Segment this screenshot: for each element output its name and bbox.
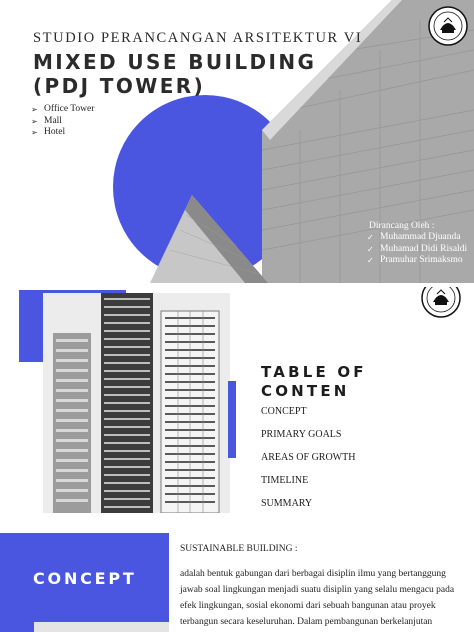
table-of-contents-slide <box>0 287 474 519</box>
check-bullet-icon: ✓ <box>367 255 374 265</box>
toc-item-concept[interactable]: CONCEPT <box>261 406 307 417</box>
list-item-label: Office Tower <box>44 104 95 114</box>
toc-item-timeline[interactable]: TIMELINE <box>261 475 309 486</box>
list-item <box>31 127 94 139</box>
check-bullet-icon: ✓ <box>367 233 374 243</box>
cover-slide <box>0 0 474 283</box>
presentation-title <box>33 50 316 98</box>
list-item <box>367 255 467 266</box>
toc-item-primary-goals[interactable]: PRIMARY GOALS <box>261 429 342 440</box>
toc-heading-line-2: CONTEN <box>261 382 350 400</box>
skyscraper-photo <box>43 293 230 513</box>
toc-item-summary[interactable]: SUMMARY <box>261 498 313 509</box>
body-line: terbangun secara keseluruhan. Dalam pembangunan berkelanjutan <box>180 617 433 627</box>
list-item-label: Mall <box>44 115 62 126</box>
credits-block <box>367 221 467 266</box>
arrowhead-bullet-icon: ➢ <box>31 105 38 114</box>
arrowhead-bullet-icon: ➢ <box>31 116 38 126</box>
title-line-1: MIXED USE BUILDING <box>33 50 317 74</box>
body-line: jawab soal lingkungan menjadi suatu disiplin yang selalu mengacu pada <box>180 585 455 595</box>
toc-heading <box>261 363 367 401</box>
concept-subtitle: SUSTAINABLE BUILDING : <box>180 544 298 554</box>
list-item-label: Muhammad Djuanda <box>380 232 461 243</box>
list-item <box>31 104 94 116</box>
toc-list <box>261 405 355 519</box>
toc-heading-line-1: TABLE OF <box>261 363 367 381</box>
arrowhead-bullet-icon: ➢ <box>31 128 38 137</box>
body-line: efek lingkungan, sosial ekonomi dari sebuah bangunan atau proyek <box>180 601 436 611</box>
toc-item-areas-of-growth[interactable]: AREAS OF GROWTH <box>261 452 356 463</box>
university-seal-logo <box>421 287 461 318</box>
program-list <box>31 104 94 139</box>
title-line-2: (PDJ TOWER) <box>33 74 206 98</box>
list-item <box>31 116 94 128</box>
list-item <box>367 244 467 255</box>
studio-label: STUDIO PERANCANGAN ARSITEKTUR VI <box>33 30 363 46</box>
university-seal-logo <box>428 6 468 46</box>
image-strip <box>34 622 169 632</box>
check-bullet-icon: ✓ <box>367 244 374 254</box>
list-item-label: Hotel <box>44 127 66 137</box>
list-item <box>367 232 467 243</box>
concept-slide <box>0 530 474 632</box>
concept-title: CONCEPT <box>33 569 137 588</box>
credits-heading: Dirancang Oleh : <box>369 221 435 231</box>
credits-list <box>367 232 467 266</box>
concept-body <box>180 566 470 630</box>
list-item-label: Pramuhar Srimaksmo <box>380 254 463 265</box>
list-item-label: Muhamad Didi Risaldi <box>380 243 468 254</box>
body-line: adalah bentuk gabungan dari berbagai disiplin ilmu yang bertanggung <box>180 569 446 579</box>
accent-bar <box>228 381 236 458</box>
